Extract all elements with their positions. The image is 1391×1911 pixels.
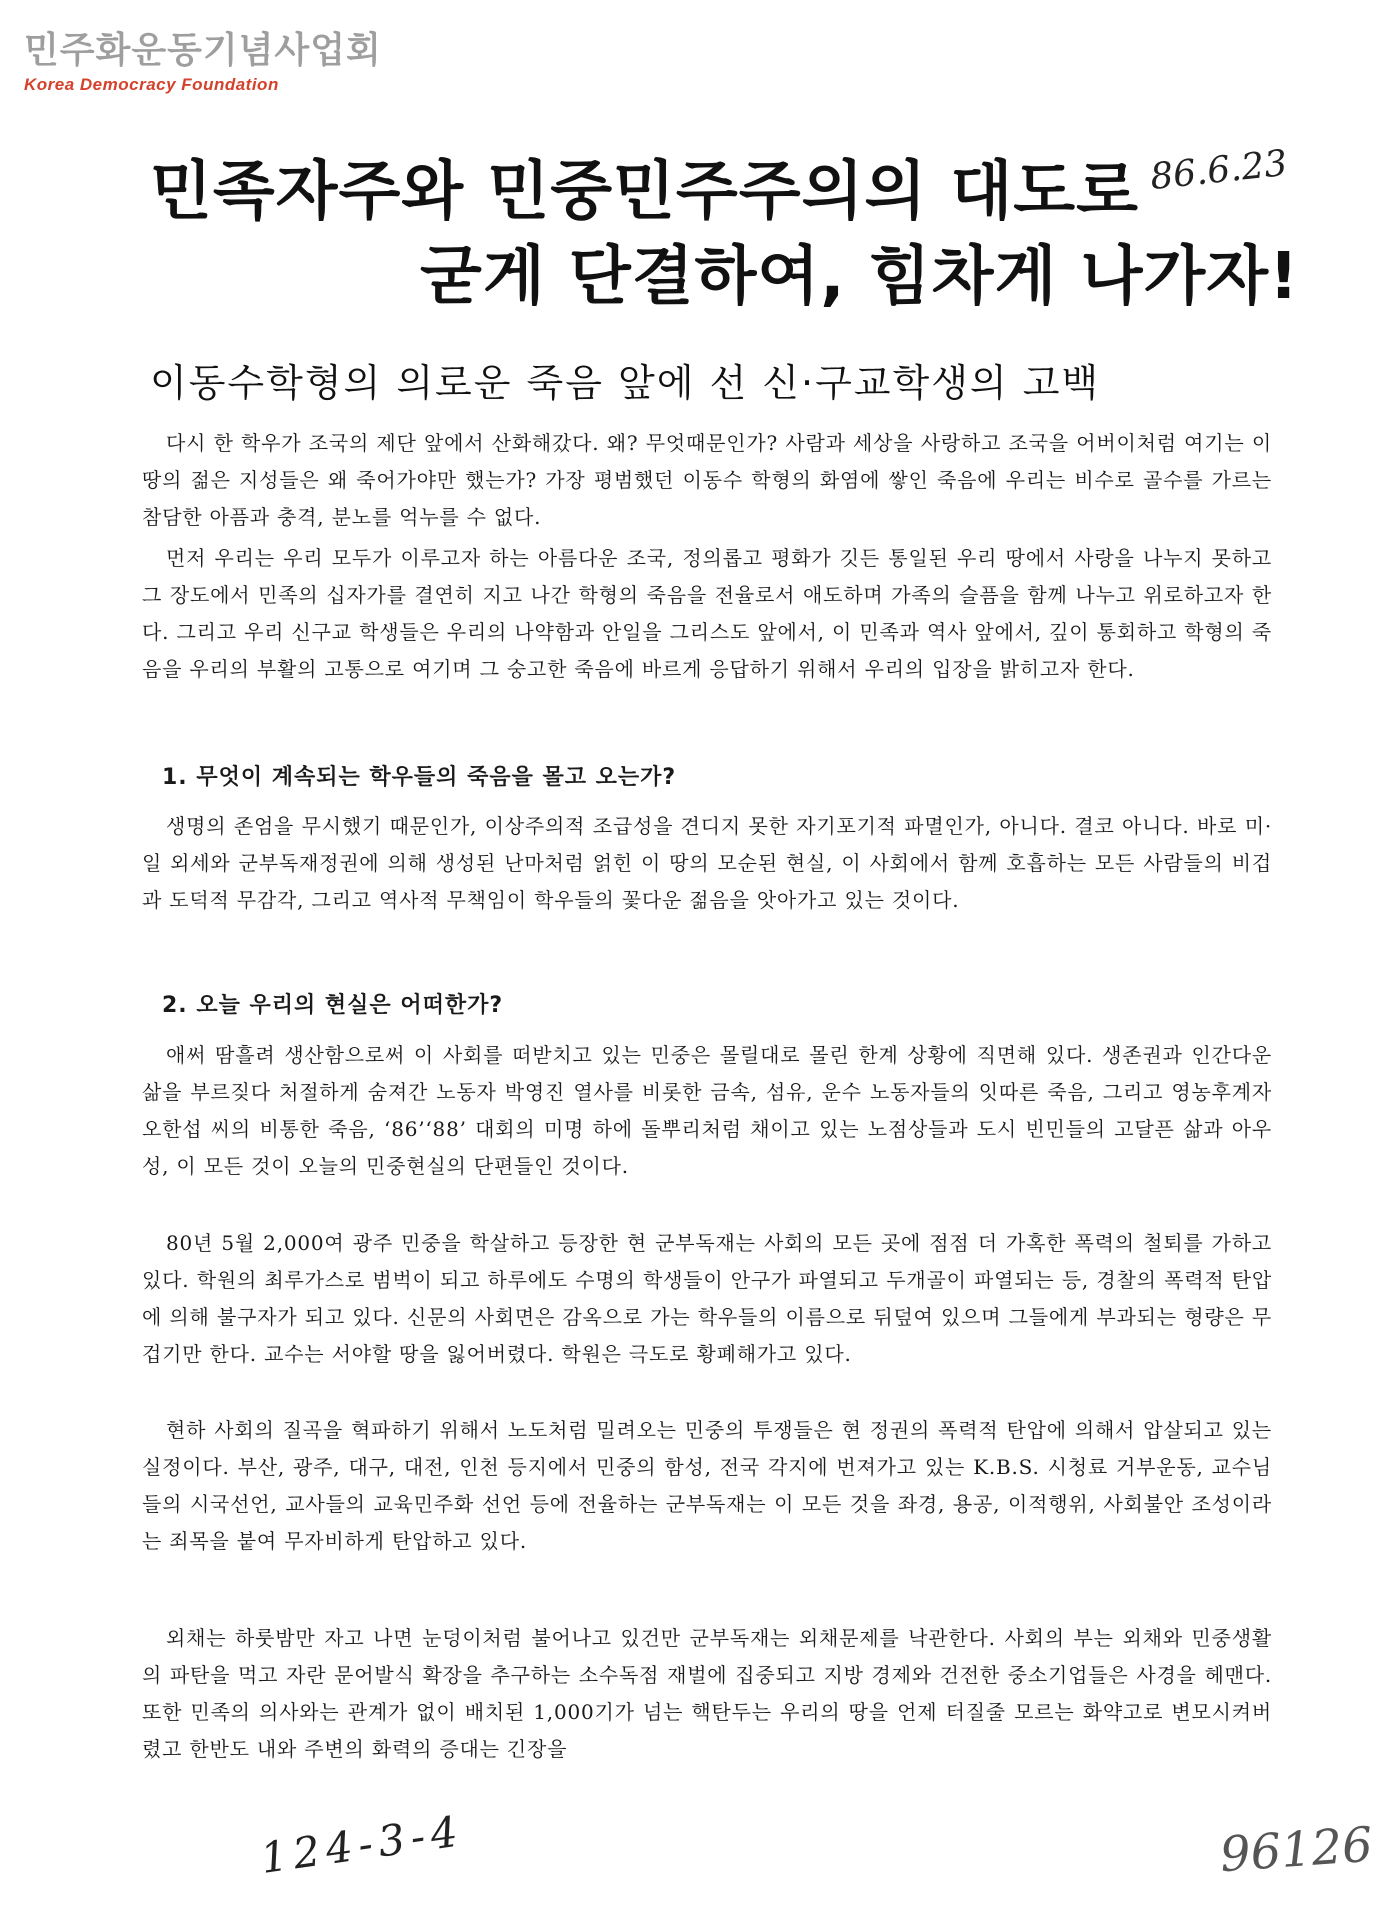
handwritten-date: 86.6.23	[1148, 142, 1290, 199]
watermark-korean: 민주화운동기념사업회	[24, 30, 382, 71]
document-subtitle: 이동수학형의 의로운 죽음 앞에 선 신·구교학생의 고백	[150, 361, 1101, 405]
document-title-line1: 민족자주와 민중민주주의의 대도로	[150, 155, 1139, 229]
handwritten-archive-code: 124-3-4	[257, 1806, 467, 1883]
handwritten-archive-number: 96126	[1218, 1816, 1375, 1884]
document-title-line2: 굳게 단결하여, 힘차게 나가자!	[420, 240, 1300, 314]
section-2-paragraph-1	[142, 1037, 1272, 1185]
paragraph-text: 먼저 우리는 우리 모두가 이루고자 하는 아름다운 조국, 정의롭고 평화가 깃든 통일된 우리 땅에서 사랑을 나누지 못하고 그 장도에서 민족의 십자가를 결연히 지고 나간 학형의 죽음을 전율로서 애도하며 가족의 슬픔을 함께 나누고 위로하고자 한다. 그리고 우리 신구교 학생들은 우리의 나약함과 안일을 그리스도 앞에서, 이 민족과 역사 앞에서, 깊이 통회하고 학형의 죽음을 우리의 부활의 고통으로 여기며 그 숭고한 죽음에 바르게 응답하기 위해서 우리의 입장을 밝히고자 한다.	[142, 546, 1272, 681]
intro-paragraph-2	[142, 540, 1272, 688]
paragraph-text: 현하 사회의 질곡을 혁파하기 위해서 노도처럼 밀려오는 민중의 투쟁들은 현 정권의 폭력적 탄압에 의해서 압살되고 있는 실정이다. 부산, 광주, 대구, 대전, 인천 등지에서 민중의 함성, 전국 각지에 번져가고 있는 K.B.S. 시청료 거부운동, 교수님들의 시국선언, 교사들의 교육민주화 선언 등에 전율하는 군부독재는 이 모든 것을 좌경, 용공, 이적행위, 사회불안 조성이라는 죄목을 붙여 무자비하게 탄압하고 있다.	[142, 1418, 1272, 1553]
section-1-heading-block	[142, 760, 1272, 791]
watermark-english: Korea Democracy Foundation	[24, 75, 279, 94]
paragraph-text: 애써 땀흘려 생산함으로써 이 사회를 떠받치고 있는 민중은 몰릴대로 몰린 한계 상황에 직면해 있다. 생존권과 인간다운 삶을 부르짖다 처절하게 숨져간 노동자 박영진 열사를 비롯한 금속, 섬유, 운수 노동자들의 잇따른 죽음, 그리고 영농후계자 오한섭 씨의 비통한 죽음, ‘86’‘88’ 대회의 미명 하에 돌뿌리처럼 채이고 있는 노점상들과 도시 빈민들의 고달픈 삶과 아우성, 이 모든 것이 오늘의 민중현실의 단편들인 것이다.	[142, 1043, 1272, 1178]
section-2-paragraph-4	[142, 1620, 1272, 1768]
section-2-heading: 2. 오늘 우리의 현실은 어떠한가?	[162, 993, 504, 1018]
section-2-paragraph-3	[142, 1412, 1272, 1560]
section-1-heading: 1. 무엇이 계속되는 학우들의 죽음을 몰고 오는가?	[162, 765, 677, 790]
paragraph-text: 80년 5월 2,000여 광주 민중을 학살하고 등장한 현 군부독재는 사회의 모든 곳에 점점 더 가혹한 폭력의 철퇴를 가하고 있다. 학원의 최루가스로 범벅이 되고 하루에도 수명의 학생들이 안구가 파열되고 두개골이 파열되는 등, 경찰의 폭력적 탄압에 의해 불구자가 되고 있다. 신문의 사회면은 감옥으로 가는 학우들의 이름으로 뒤덮여 있으며 그들에게 부과되는 형량은 무겁기만 한다. 교수는 서야할 땅을 잃어버렸다. 학원은 극도로 황폐해가고 있다.	[142, 1231, 1272, 1366]
intro-paragraph-1	[142, 425, 1272, 536]
paragraph-text: 다시 한 학우가 조국의 제단 앞에서 산화해갔다. 왜? 무엇때문인가? 사람과 세상을 사랑하고 조국을 어버이처럼 여기는 이 땅의 젊은 지성들은 왜 죽어가야만 했는가? 가장 평범했던 이동수 학형의 화염에 쌓인 죽음에 우리는 비수로 골수를 가르는 참담한 아픔과 충격, 분노를 억누를 수 없다.	[142, 431, 1272, 529]
watermark	[24, 22, 382, 95]
section-2-heading-block	[142, 988, 1272, 1019]
section-1-paragraph	[142, 808, 1272, 919]
section-2-paragraph-2	[142, 1225, 1272, 1373]
paragraph-text: 외채는 하룻밤만 자고 나면 눈덩이처럼 불어나고 있건만 군부독재는 외채문제를 낙관한다. 사회의 부는 외채와 민중생활의 파탄을 먹고 자란 문어발식 확장을 추구하는 소수독점 재벌에 집중되고 지방 경제와 건전한 중소기업들은 사경을 헤맨다. 또한 민족의 의사와는 관계가 없이 배치된 1,000기가 넘는 핵탄두는 우리의 땅을 언제 터질줄 모르는 화약고로 변모시켜버렸고 한반도 내와 주변의 화력의 증대는 긴장을	[142, 1626, 1272, 1761]
paragraph-text: 생명의 존엄을 무시했기 때문인가, 이상주의적 조급성을 견디지 못한 자기포기적 파멸인가, 아니다. 결코 아니다. 바로 미·일 외세와 군부독재정권에 의해 생성된 난마처럼 얽힌 이 땅의 모순된 현실, 이 사회에서 함께 호흡하는 모든 사람들의 비겁과 도덕적 무감각, 그리고 역사적 무책임이 학우들의 꽃다운 젊음을 앗아가고 있는 것이다.	[142, 814, 1272, 912]
